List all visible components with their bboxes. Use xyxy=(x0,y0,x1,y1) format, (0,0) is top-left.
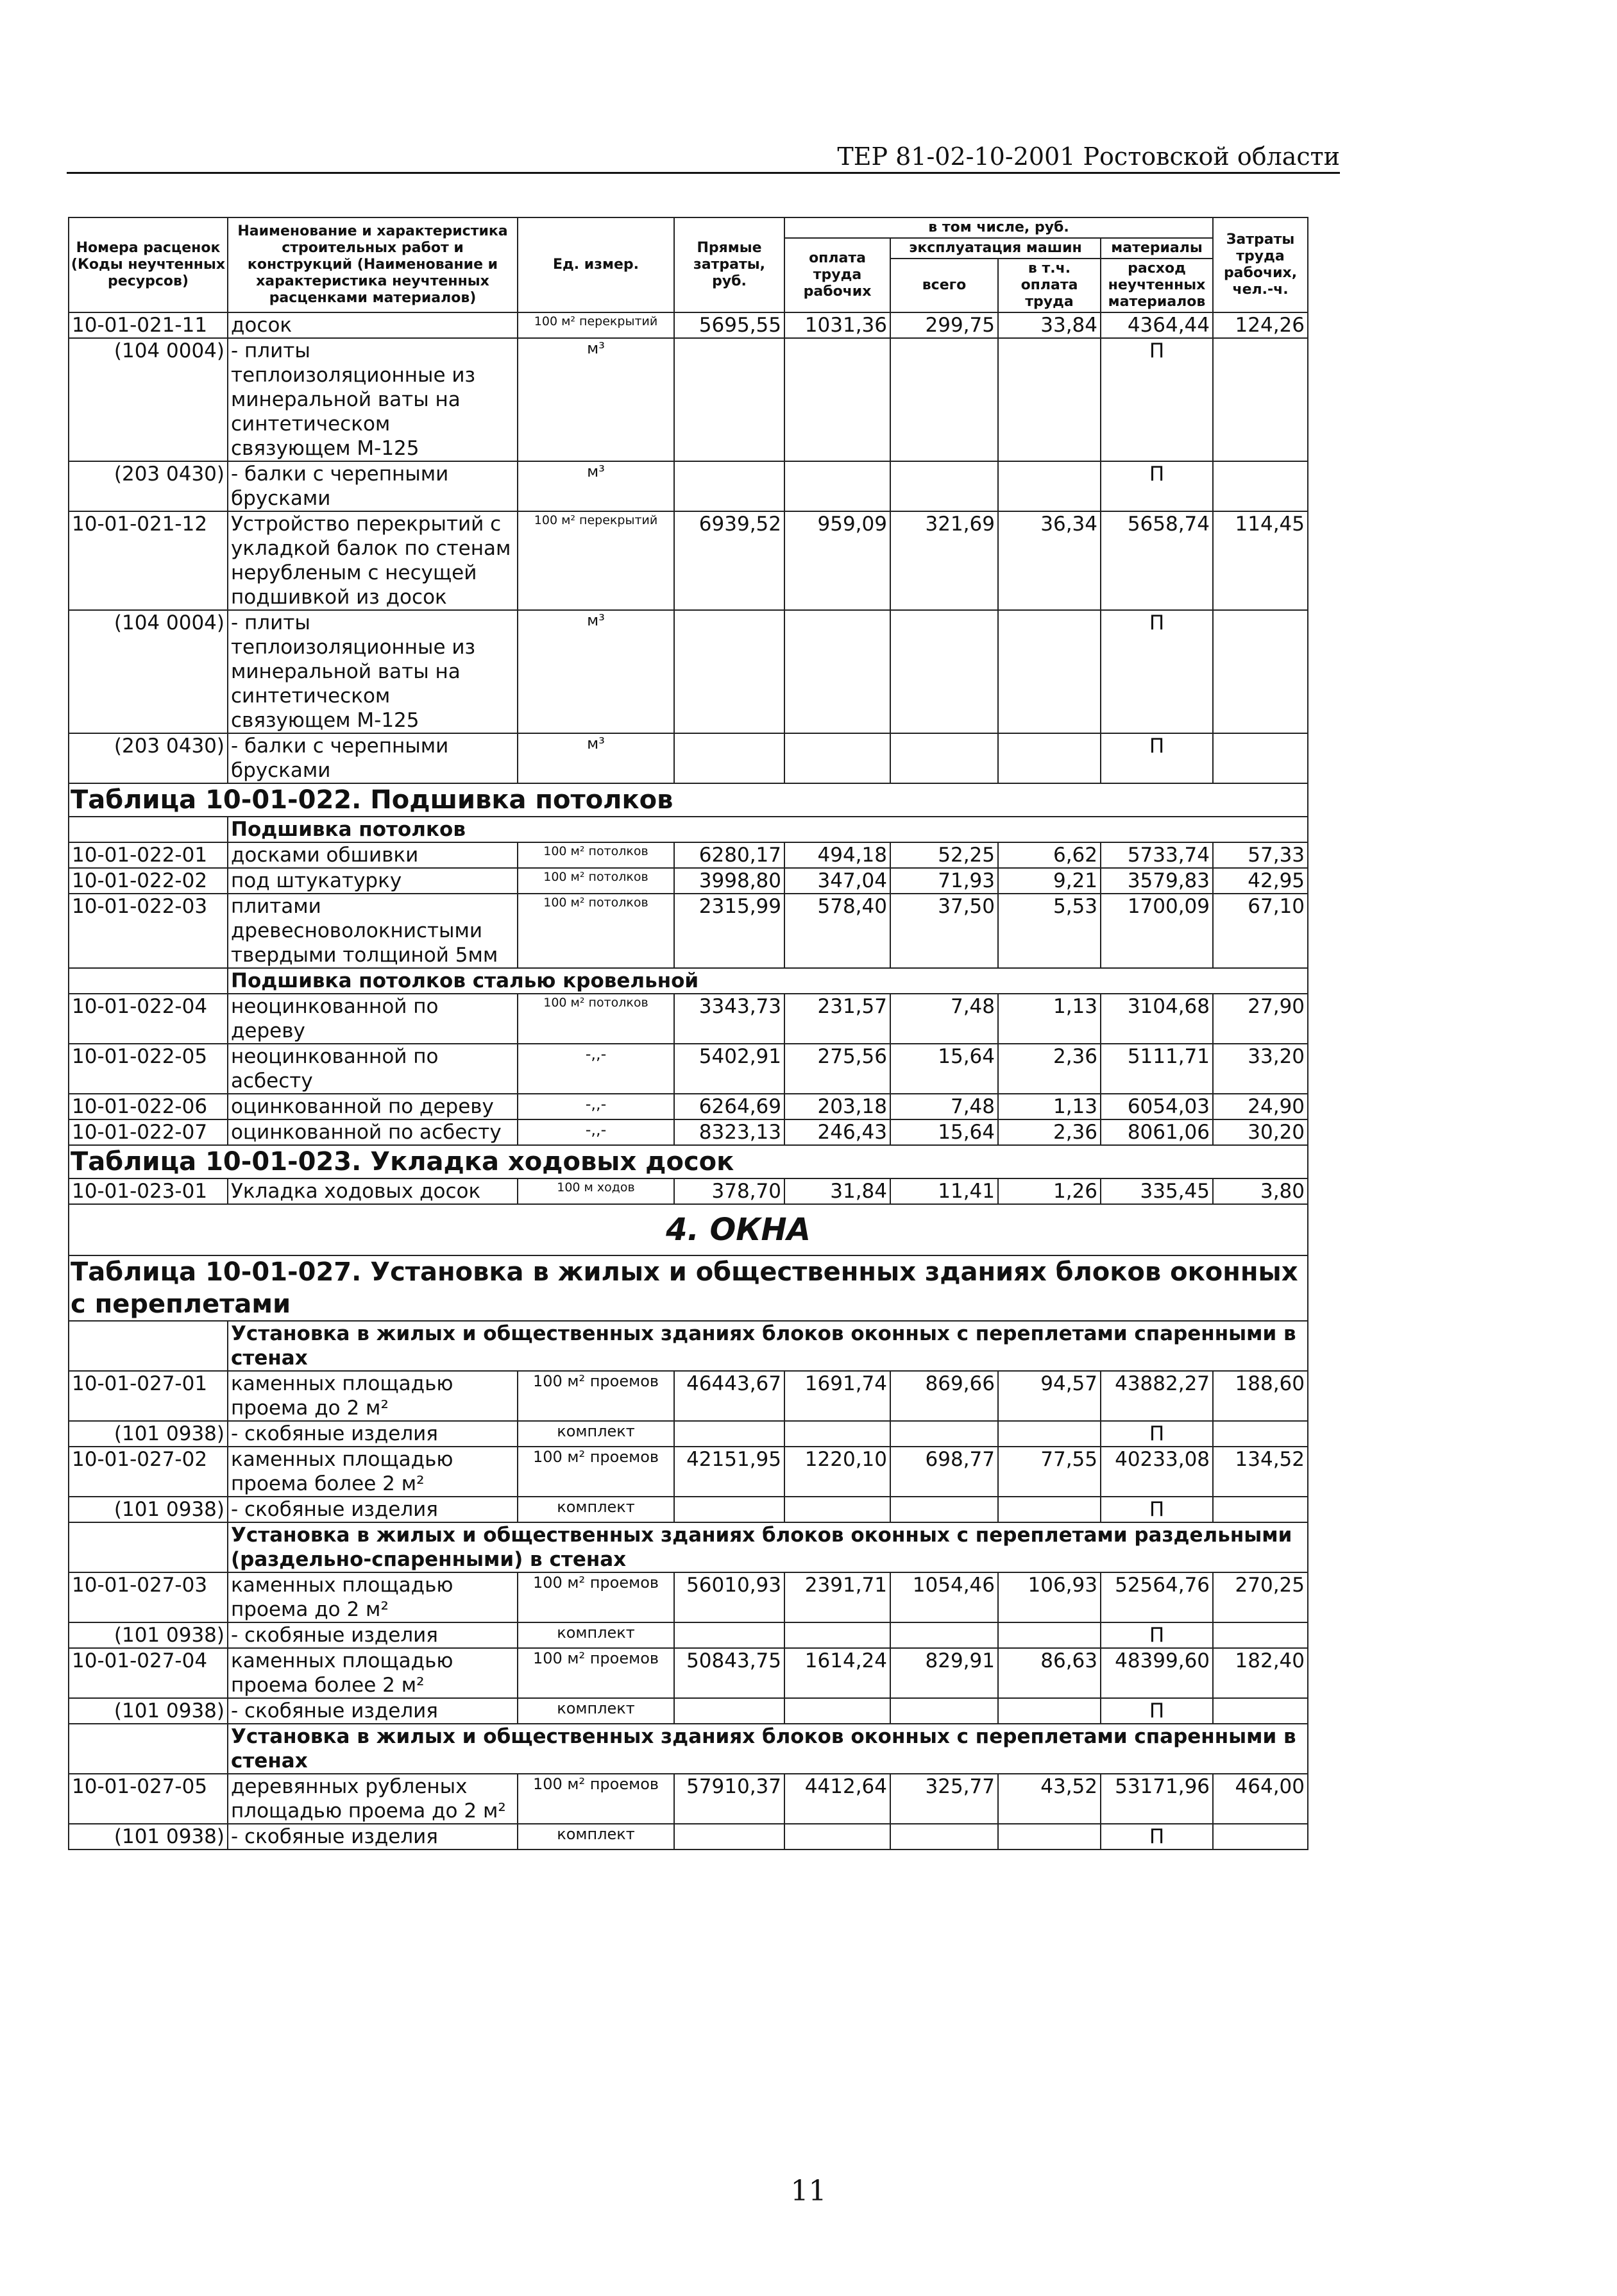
work-name: деревянных рубленых площадью проема до 2 м² xyxy=(228,1774,518,1824)
rate-code: 10-01-027-02 xyxy=(69,1447,228,1497)
work-name: - балки с черепными брусками xyxy=(228,733,518,783)
work-name: - скобяные изделия xyxy=(228,1824,518,1850)
direct-cost xyxy=(674,1824,784,1850)
machine-cost: 7,48 xyxy=(890,1094,998,1119)
machine-wage: 5,53 xyxy=(998,894,1101,968)
rate-code: 10-01-027-01 xyxy=(69,1371,228,1421)
direct-cost xyxy=(674,610,784,733)
machine-wage xyxy=(998,1824,1101,1850)
table-title: Таблица 10-01-023. Укладка ходовых досок xyxy=(69,1145,1308,1178)
work-name: Устройство перекрытий с укладкой балок по стенам нерубленым с несущей подшивкой из досок xyxy=(228,511,518,610)
rate-code: (101 0938) xyxy=(69,1824,228,1850)
work-name: - балки с черепными брусками xyxy=(228,461,518,511)
material-cost: П xyxy=(1101,1698,1213,1724)
machine-wage xyxy=(998,610,1101,733)
unit: комплект xyxy=(518,1622,674,1648)
empty-cell xyxy=(69,968,228,994)
material-cost: П xyxy=(1101,1421,1213,1447)
col-machines-header: эксплуатация машин xyxy=(890,238,1101,259)
work-name: - скобяные изделия xyxy=(228,1622,518,1648)
unit: 100 м² проемов xyxy=(518,1572,674,1622)
unit: 100 м² потолков xyxy=(518,868,674,894)
machine-cost xyxy=(890,1421,998,1447)
direct-cost: 3343,73 xyxy=(674,994,784,1044)
unit: 100 м² проемов xyxy=(518,1371,674,1421)
rate-code: (101 0938) xyxy=(69,1622,228,1648)
machine-wage xyxy=(998,1497,1101,1522)
col-wage-header: оплата труда рабочих xyxy=(784,238,890,312)
empty-cell xyxy=(69,817,228,842)
resource-row xyxy=(69,461,1308,511)
machine-cost: 321,69 xyxy=(890,511,998,610)
unit: 100 м² проемов xyxy=(518,1447,674,1497)
rate-code: (203 0430) xyxy=(69,461,228,511)
direct-cost: 57910,37 xyxy=(674,1774,784,1824)
unit: 100 м² потолков xyxy=(518,994,674,1044)
wage-cost: 2391,71 xyxy=(784,1572,890,1622)
work-name: досками обшивки xyxy=(228,842,518,868)
chapter-heading-row xyxy=(69,1204,1308,1255)
rate-row xyxy=(69,994,1308,1044)
wage-cost: 1031,36 xyxy=(784,312,890,338)
unit: 100 м² проемов xyxy=(518,1774,674,1824)
wage-cost xyxy=(784,733,890,783)
rate-code: 10-01-022-03 xyxy=(69,894,228,968)
rate-row xyxy=(69,842,1308,868)
col-labor-header: Затраты труда рабочих, чел.-ч. xyxy=(1213,217,1308,312)
machine-cost xyxy=(890,461,998,511)
section-heading-row xyxy=(69,1321,1308,1371)
direct-cost: 5402,91 xyxy=(674,1044,784,1094)
material-cost: 8061,06 xyxy=(1101,1119,1213,1145)
labor-cost xyxy=(1213,1698,1308,1724)
rate-code: (104 0004) xyxy=(69,610,228,733)
wage-cost xyxy=(784,1622,890,1648)
labor-cost: 134,52 xyxy=(1213,1447,1308,1497)
rate-code: (104 0004) xyxy=(69,338,228,461)
wage-cost: 4412,64 xyxy=(784,1774,890,1824)
unit: комплект xyxy=(518,1824,674,1850)
col-direct-header: Прямые затраты, руб. xyxy=(674,217,784,312)
rate-code: 10-01-022-06 xyxy=(69,1094,228,1119)
section-heading: Установка в жилых и общественных зданиях блоков оконных с переплетами спаренными в стенах xyxy=(228,1321,1308,1371)
table-body xyxy=(69,312,1308,1850)
labor-cost: 67,10 xyxy=(1213,894,1308,968)
direct-cost: 2315,99 xyxy=(674,894,784,968)
machine-wage: 2,36 xyxy=(998,1119,1101,1145)
machine-cost: 11,41 xyxy=(890,1178,998,1204)
direct-cost: 56010,93 xyxy=(674,1572,784,1622)
material-cost: П xyxy=(1101,733,1213,783)
section-heading: Установка в жилых и общественных зданиях блоков оконных с переплетами спаренными в стенах xyxy=(228,1724,1308,1774)
machine-cost: 37,50 xyxy=(890,894,998,968)
rate-row xyxy=(69,1094,1308,1119)
work-name: неоцинкованной по асбесту xyxy=(228,1044,518,1094)
material-cost: 52564,76 xyxy=(1101,1572,1213,1622)
machine-wage: 2,36 xyxy=(998,1044,1101,1094)
unit: 100 м² проемов xyxy=(518,1648,674,1698)
wage-cost: 275,56 xyxy=(784,1044,890,1094)
rate-code: 10-01-027-05 xyxy=(69,1774,228,1824)
labor-cost xyxy=(1213,1824,1308,1850)
labor-cost xyxy=(1213,338,1308,461)
material-cost: 53171,96 xyxy=(1101,1774,1213,1824)
rate-row xyxy=(69,1774,1308,1824)
unit: 100 м² перекрытий xyxy=(518,511,674,610)
work-name: - скобяные изделия xyxy=(228,1698,518,1724)
section-heading-row xyxy=(69,1724,1308,1774)
work-name: - скобяные изделия xyxy=(228,1421,518,1447)
section-heading-row xyxy=(69,968,1308,994)
unit: м³ xyxy=(518,461,674,511)
wage-cost: 1220,10 xyxy=(784,1447,890,1497)
material-cost: П xyxy=(1101,1622,1213,1648)
machine-cost: 325,77 xyxy=(890,1774,998,1824)
work-name: оцинкованной по асбесту xyxy=(228,1119,518,1145)
wage-cost xyxy=(784,1421,890,1447)
labor-cost xyxy=(1213,1421,1308,1447)
resource-row xyxy=(69,1421,1308,1447)
col-mach-wage-header: в т.ч. оплата труда xyxy=(998,259,1101,312)
rate-code: 10-01-021-11 xyxy=(69,312,228,338)
direct-cost xyxy=(674,1698,784,1724)
machine-cost xyxy=(890,1497,998,1522)
col-incl-header: в том числе, руб. xyxy=(784,217,1213,238)
labor-cost: 114,45 xyxy=(1213,511,1308,610)
machine-cost xyxy=(890,733,998,783)
table-title-row xyxy=(69,1145,1308,1178)
table-header-row xyxy=(69,217,1308,238)
material-cost: 6054,03 xyxy=(1101,1094,1213,1119)
unit: -,,- xyxy=(518,1044,674,1094)
rate-row xyxy=(69,1044,1308,1094)
rate-code: (101 0938) xyxy=(69,1421,228,1447)
machine-cost: 299,75 xyxy=(890,312,998,338)
unit: м³ xyxy=(518,733,674,783)
work-name: - плиты теплоизоляционные из минеральной ваты на синтетическом связующем М-125 xyxy=(228,610,518,733)
work-name: оцинкованной по дереву xyxy=(228,1094,518,1119)
labor-cost: 33,20 xyxy=(1213,1044,1308,1094)
machine-cost: 15,64 xyxy=(890,1044,998,1094)
work-name: - плиты теплоизоляционные из минеральной ваты на синтетическом связующем М-125 xyxy=(228,338,518,461)
chapter-heading: 4. ОКНА xyxy=(69,1204,1308,1255)
labor-cost: 182,40 xyxy=(1213,1648,1308,1698)
labor-cost xyxy=(1213,1622,1308,1648)
direct-cost: 8323,13 xyxy=(674,1119,784,1145)
machine-cost: 1054,46 xyxy=(890,1572,998,1622)
table-title: Таблица 10-01-027. Установка в жилых и общественных зданиях блоков оконных с переплетами xyxy=(69,1255,1308,1321)
wage-cost: 246,43 xyxy=(784,1119,890,1145)
empty-cell xyxy=(69,1724,228,1774)
unit: комплект xyxy=(518,1698,674,1724)
direct-cost: 6264,69 xyxy=(674,1094,784,1119)
page-number: 11 xyxy=(790,2175,827,2207)
direct-cost: 6280,17 xyxy=(674,842,784,868)
direct-cost xyxy=(674,338,784,461)
rate-row xyxy=(69,868,1308,894)
machine-wage: 94,57 xyxy=(998,1371,1101,1421)
labor-cost xyxy=(1213,733,1308,783)
rate-code: 10-01-027-04 xyxy=(69,1648,228,1698)
machine-cost xyxy=(890,1824,998,1850)
work-name: каменных площадью проема до 2 м² xyxy=(228,1371,518,1421)
unit: -,,- xyxy=(518,1119,674,1145)
rate-row xyxy=(69,312,1308,338)
work-name: досок xyxy=(228,312,518,338)
resource-row xyxy=(69,1698,1308,1724)
machine-cost: 15,64 xyxy=(890,1119,998,1145)
work-name: неоцинкованной по дереву xyxy=(228,994,518,1044)
machine-cost: 869,66 xyxy=(890,1371,998,1421)
work-name: - скобяные изделия xyxy=(228,1497,518,1522)
work-name: каменных площадью проема до 2 м² xyxy=(228,1572,518,1622)
resource-row xyxy=(69,610,1308,733)
labor-cost: 270,25 xyxy=(1213,1572,1308,1622)
machine-cost xyxy=(890,1698,998,1724)
section-heading-row xyxy=(69,1522,1308,1572)
machine-cost xyxy=(890,338,998,461)
wage-cost: 347,04 xyxy=(784,868,890,894)
wage-cost xyxy=(784,461,890,511)
direct-cost: 50843,75 xyxy=(674,1648,784,1698)
table-title-row xyxy=(69,1255,1308,1321)
labor-cost: 3,80 xyxy=(1213,1178,1308,1204)
rate-code: 10-01-022-04 xyxy=(69,994,228,1044)
machine-cost: 7,48 xyxy=(890,994,998,1044)
rate-row xyxy=(69,1572,1308,1622)
rate-code: (101 0938) xyxy=(69,1698,228,1724)
machine-wage xyxy=(998,1698,1101,1724)
rate-code: (203 0430) xyxy=(69,733,228,783)
labor-cost: 124,26 xyxy=(1213,312,1308,338)
material-cost: П xyxy=(1101,610,1213,733)
rate-code: (101 0938) xyxy=(69,1497,228,1522)
resource-row xyxy=(69,1497,1308,1522)
direct-cost xyxy=(674,1622,784,1648)
machine-wage xyxy=(998,338,1101,461)
wage-cost: 1691,74 xyxy=(784,1371,890,1421)
wage-cost xyxy=(784,610,890,733)
col-name-header: Наименование и характеристика строительных работ и конструкций (Наименование и характеристика неучтенных расценками материалов) xyxy=(228,217,518,312)
direct-cost: 46443,67 xyxy=(674,1371,784,1421)
machine-wage: 43,52 xyxy=(998,1774,1101,1824)
rate-code: 10-01-022-05 xyxy=(69,1044,228,1094)
material-cost: П xyxy=(1101,1824,1213,1850)
material-cost: 5658,74 xyxy=(1101,511,1213,610)
machine-wage: 1,13 xyxy=(998,1094,1101,1119)
table-title: Таблица 10-01-022. Подшивка потолков xyxy=(69,783,1308,817)
machine-cost xyxy=(890,1622,998,1648)
unit: 100 м² потолков xyxy=(518,894,674,968)
wage-cost: 203,18 xyxy=(784,1094,890,1119)
labor-cost: 188,60 xyxy=(1213,1371,1308,1421)
unit: -,,- xyxy=(518,1094,674,1119)
direct-cost xyxy=(674,1497,784,1522)
wage-cost xyxy=(784,1824,890,1850)
labor-cost: 464,00 xyxy=(1213,1774,1308,1824)
empty-cell xyxy=(69,1522,228,1572)
work-name: Укладка ходовых досок xyxy=(228,1178,518,1204)
col-code-header: Номера расценок (Коды неучтенных ресурсов) xyxy=(69,217,228,312)
unit: комплект xyxy=(518,1421,674,1447)
machine-wage: 1,26 xyxy=(998,1178,1101,1204)
empty-cell xyxy=(69,1321,228,1371)
rate-code: 10-01-022-02 xyxy=(69,868,228,894)
material-cost: 335,45 xyxy=(1101,1178,1213,1204)
col-unit-header: Ед. измер. xyxy=(518,217,674,312)
rate-row xyxy=(69,1447,1308,1497)
labor-cost: 24,90 xyxy=(1213,1094,1308,1119)
resource-row xyxy=(69,733,1308,783)
resource-row xyxy=(69,1622,1308,1648)
direct-cost xyxy=(674,733,784,783)
machine-wage: 106,93 xyxy=(998,1572,1101,1622)
work-name: под штукатурку xyxy=(228,868,518,894)
rate-row xyxy=(69,1371,1308,1421)
wage-cost: 1614,24 xyxy=(784,1648,890,1698)
machine-cost xyxy=(890,610,998,733)
resource-row xyxy=(69,338,1308,461)
doc-reference: ТЕР 81-02-10-2001 Ростовской области xyxy=(837,142,1340,171)
material-cost: 40233,08 xyxy=(1101,1447,1213,1497)
machine-wage xyxy=(998,1622,1101,1648)
estimate-table xyxy=(68,217,1308,1850)
machine-wage: 6,62 xyxy=(998,842,1101,868)
machine-cost: 71,93 xyxy=(890,868,998,894)
material-cost: 1700,09 xyxy=(1101,894,1213,968)
material-cost: 5111,71 xyxy=(1101,1044,1213,1094)
labor-cost: 27,90 xyxy=(1213,994,1308,1044)
work-name: каменных площадью проема более 2 м² xyxy=(228,1648,518,1698)
wage-cost xyxy=(784,1497,890,1522)
labor-cost xyxy=(1213,1497,1308,1522)
material-cost: П xyxy=(1101,1497,1213,1522)
section-heading: Установка в жилых и общественных зданиях блоков оконных с переплетами раздельными (раздельно-спаренными) в стенах xyxy=(228,1522,1308,1572)
work-name: плитами древесноволокнистыми твердыми толщиной 5мм xyxy=(228,894,518,968)
unit: 100 м² перекрытий xyxy=(518,312,674,338)
wage-cost: 231,57 xyxy=(784,994,890,1044)
unit: м³ xyxy=(518,610,674,733)
machine-wage xyxy=(998,461,1101,511)
machine-wage: 86,63 xyxy=(998,1648,1101,1698)
direct-cost: 378,70 xyxy=(674,1178,784,1204)
resource-row xyxy=(69,1824,1308,1850)
section-heading-row xyxy=(69,817,1308,842)
direct-cost: 6939,52 xyxy=(674,511,784,610)
material-cost: 5733,74 xyxy=(1101,842,1213,868)
machine-cost: 698,77 xyxy=(890,1447,998,1497)
col-mat-unacc-header: расход неучтенных материалов xyxy=(1101,259,1213,312)
material-cost: П xyxy=(1101,461,1213,511)
section-heading: Подшивка потолков сталью кровельной xyxy=(228,968,1308,994)
machine-wage xyxy=(998,1421,1101,1447)
rate-row xyxy=(69,1178,1308,1204)
material-cost: 43882,27 xyxy=(1101,1371,1213,1421)
machine-wage xyxy=(998,733,1101,783)
machine-cost: 52,25 xyxy=(890,842,998,868)
wage-cost: 494,18 xyxy=(784,842,890,868)
direct-cost: 42151,95 xyxy=(674,1447,784,1497)
labor-cost: 57,33 xyxy=(1213,842,1308,868)
section-heading: Подшивка потолков xyxy=(228,817,1308,842)
wage-cost: 31,84 xyxy=(784,1178,890,1204)
machine-cost: 829,91 xyxy=(890,1648,998,1698)
col-materials-header: материалы xyxy=(1101,238,1213,259)
unit: 100 м ходов xyxy=(518,1178,674,1204)
machine-wage: 33,84 xyxy=(998,312,1101,338)
material-cost: 4364,44 xyxy=(1101,312,1213,338)
labor-cost: 42,95 xyxy=(1213,868,1308,894)
wage-cost: 959,09 xyxy=(784,511,890,610)
rate-row xyxy=(69,894,1308,968)
direct-cost xyxy=(674,1421,784,1447)
rate-code: 10-01-021-12 xyxy=(69,511,228,610)
rate-code: 10-01-022-01 xyxy=(69,842,228,868)
table-title-row xyxy=(69,783,1308,817)
material-cost: 48399,60 xyxy=(1101,1648,1213,1698)
col-mach-total-header: всего xyxy=(890,259,998,312)
labor-cost xyxy=(1213,610,1308,733)
rate-code: 10-01-022-07 xyxy=(69,1119,228,1145)
wage-cost xyxy=(784,1698,890,1724)
wage-cost xyxy=(784,338,890,461)
direct-cost xyxy=(674,461,784,511)
unit: комплект xyxy=(518,1497,674,1522)
machine-wage: 1,13 xyxy=(998,994,1101,1044)
rate-code: 10-01-027-03 xyxy=(69,1572,228,1622)
unit: 100 м² потолков xyxy=(518,842,674,868)
machine-wage: 77,55 xyxy=(998,1447,1101,1497)
labor-cost: 30,20 xyxy=(1213,1119,1308,1145)
machine-wage: 9,21 xyxy=(998,868,1101,894)
unit: м³ xyxy=(518,338,674,461)
running-header xyxy=(67,142,1340,174)
wage-cost: 578,40 xyxy=(784,894,890,968)
direct-cost: 5695,55 xyxy=(674,312,784,338)
machine-wage: 36,34 xyxy=(998,511,1101,610)
rate-row xyxy=(69,1648,1308,1698)
rate-row xyxy=(69,1119,1308,1145)
material-cost: 3104,68 xyxy=(1101,994,1213,1044)
rate-code: 10-01-023-01 xyxy=(69,1178,228,1204)
work-name: каменных площадью проема более 2 м² xyxy=(228,1447,518,1497)
rate-row xyxy=(69,511,1308,610)
labor-cost xyxy=(1213,461,1308,511)
direct-cost: 3998,80 xyxy=(674,868,784,894)
material-cost: 3579,83 xyxy=(1101,868,1213,894)
material-cost: П xyxy=(1101,338,1213,461)
